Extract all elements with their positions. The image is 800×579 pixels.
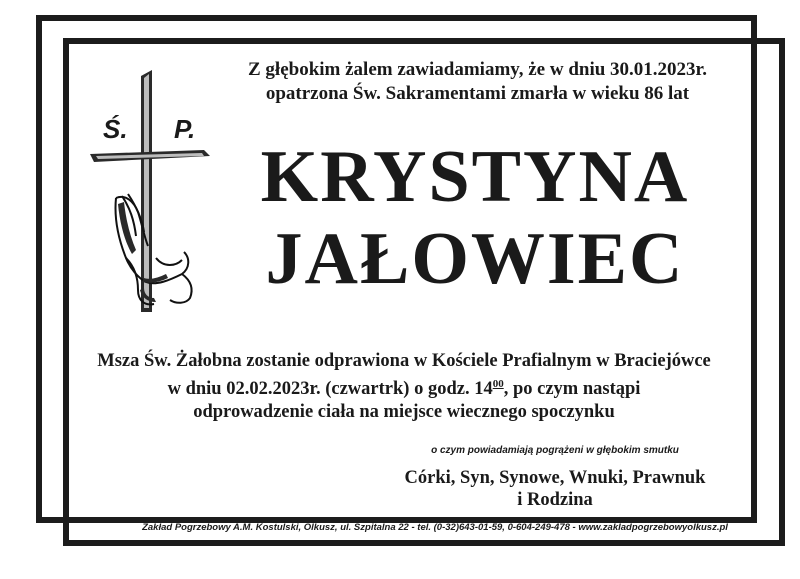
mass-announcement [84, 350, 724, 424]
cross-with-praying-hands-icon [86, 68, 216, 318]
mass-line-2-tail: , po czym nastąpi [503, 379, 641, 399]
intro-line-2: opatrzona Św. Sakramentami zmarła w wieku 86 lat [265, 83, 690, 104]
sp-left-letter: Ś. [103, 114, 128, 144]
mass-line-1: Msza Św. Żałobna zostanie odprawiona w Kościele Prafialnym w Braciejówce [97, 351, 711, 371]
funeral-home-footer: Zakład Pogrzebowy A.M. Kostulski, Olkusz, ul. Szpitalna 22 - tel. (0-32)643-01-59, 0-604-249-478 - www.zakladpogrzebowyolkusz.pl [142, 522, 728, 533]
mass-time-minutes: 00 [492, 378, 504, 390]
family-line-2: i Rodzina [517, 490, 593, 510]
family-line-1: Córki, Syn, Synowe, Wnuki, Prawnuk [404, 468, 706, 488]
mourners-notice: o czym powiadamiają pogrążeni w głębokim smutku [431, 445, 679, 456]
mass-line-3: odprowadzenie ciała na miejsce wiecznego spoczynku [193, 402, 615, 422]
announcement-intro [225, 58, 730, 106]
intro-line-1: Z głębokim żalem zawiadamiamy, że w dniu 30.01.2023r. [248, 59, 707, 80]
mass-line-2 [84, 373, 724, 401]
family-signature [385, 467, 725, 511]
mass-date-time: w dniu 02.02.2023r. (czwartrk) o godz. 14 [167, 379, 493, 399]
sp-right-letter: P. [174, 114, 196, 144]
deceased-first-name: KRYSTYNA [260, 136, 690, 218]
deceased-last-name: JAŁOWIEC [265, 218, 685, 300]
